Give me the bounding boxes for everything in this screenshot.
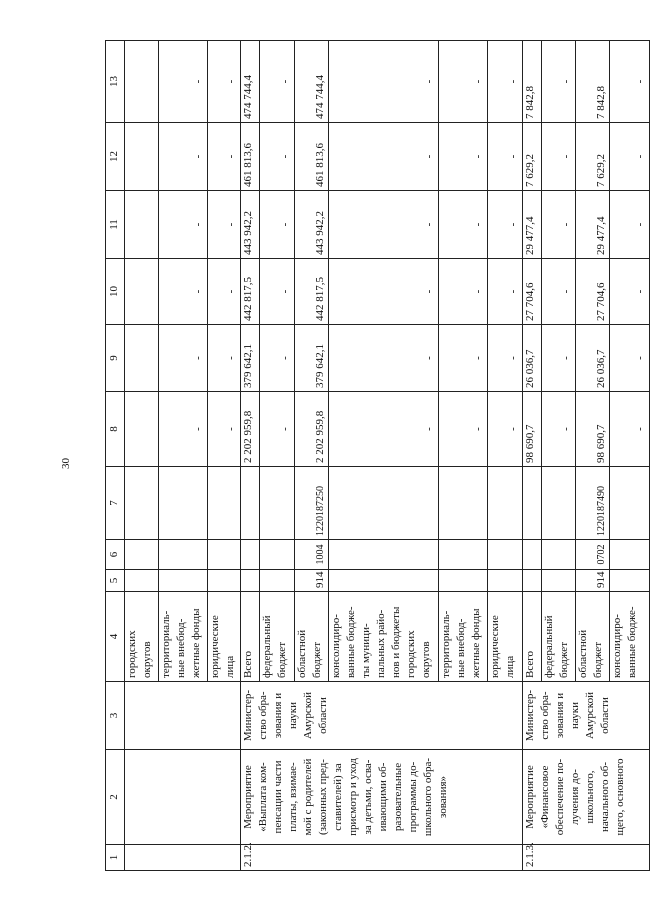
column-number: 3 — [106, 682, 125, 750]
funding-source: городских округов — [124, 592, 158, 682]
value-cell: - — [328, 41, 438, 123]
value-cell: - — [488, 41, 522, 123]
empty-cell — [124, 682, 241, 750]
column-number: 13 — [106, 41, 125, 123]
value-cell: - — [159, 325, 208, 392]
value-cell: 442 817,5 — [241, 259, 260, 325]
code-cell — [541, 467, 575, 540]
value-cell: - — [208, 259, 241, 325]
funding-source: юридические лица — [488, 592, 522, 682]
value-cell: - — [610, 191, 650, 259]
value-cell: - — [610, 392, 650, 467]
table-row — [241, 41, 260, 871]
value-cell: 26 036,7 — [522, 325, 541, 392]
code-cell — [124, 467, 158, 540]
funding-source: территориаль- ные внебюд- жетные фонды — [439, 592, 488, 682]
value-cell: 443 942,2 — [294, 191, 328, 259]
code-cell: 1220187490 — [575, 467, 609, 540]
code-cell: 0702 — [575, 540, 609, 570]
value-cell: 461 813,6 — [294, 123, 328, 191]
rotated-page-content — [105, 41, 650, 871]
value-cell: 443 942,2 — [241, 191, 260, 259]
code-cell — [124, 540, 158, 570]
column-number: 10 — [106, 259, 125, 325]
measure-number: 2.1.2. — [241, 845, 522, 871]
value-cell: 26 036,7 — [575, 325, 609, 392]
value-cell: 7 842,8 — [522, 41, 541, 123]
code-cell — [522, 570, 541, 592]
funding-source: Всего — [522, 592, 541, 682]
code-cell — [488, 467, 522, 540]
value-cell: - — [260, 123, 294, 191]
value-cell: - — [159, 191, 208, 259]
value-cell: 379 642,1 — [294, 325, 328, 392]
code-cell — [328, 467, 438, 540]
value-cell: 27 704,6 — [522, 259, 541, 325]
value-cell: - — [260, 259, 294, 325]
value-cell: - — [159, 392, 208, 467]
value-cell: - — [541, 191, 575, 259]
code-cell — [328, 570, 438, 592]
budget-table — [105, 40, 650, 871]
value-cell: - — [541, 392, 575, 467]
value-cell: - — [260, 41, 294, 123]
code-cell — [488, 540, 522, 570]
code-cell — [328, 540, 438, 570]
column-number-row — [106, 41, 125, 871]
value-cell: 27 704,6 — [575, 259, 609, 325]
code-cell — [241, 540, 260, 570]
empty-cell — [124, 750, 241, 845]
value-cell: - — [208, 191, 241, 259]
value-cell: - — [159, 41, 208, 123]
value-cell: - — [328, 123, 438, 191]
value-cell: - — [439, 325, 488, 392]
code-cell — [208, 540, 241, 570]
column-number: 7 — [106, 467, 125, 540]
funding-source: консолидиро- ванные бюдже- ты муници- пальных райо- нов и бюджеты городских округов — [328, 592, 438, 682]
code-cell: 1004 — [294, 540, 328, 570]
value-cell: 29 477,4 — [575, 191, 609, 259]
code-cell — [488, 570, 522, 592]
measure-name: Мероприятие «Финансовое обеспечение по- лучения до- школьного, начального об- щего, основного — [522, 750, 649, 845]
code-cell — [241, 467, 260, 540]
value-cell: - — [488, 325, 522, 392]
funding-source: федеральный бюджет — [260, 592, 294, 682]
value-cell: - — [208, 123, 241, 191]
code-cell — [260, 570, 294, 592]
code-cell — [159, 570, 208, 592]
page-number: 30 — [60, 458, 72, 469]
code-cell: 914 — [575, 570, 609, 592]
value-cell: 474 744,4 — [294, 41, 328, 123]
value-cell: - — [439, 259, 488, 325]
value-cell: 7 629,2 — [522, 123, 541, 191]
value-cell: 2 202 959,8 — [241, 392, 260, 467]
value-cell: - — [610, 41, 650, 123]
column-number: 2 — [106, 750, 125, 845]
value-cell: - — [488, 123, 522, 191]
column-number: 12 — [106, 123, 125, 191]
code-cell — [208, 570, 241, 592]
measure-number: 2.1.3. — [522, 845, 649, 871]
code-cell — [439, 467, 488, 540]
code-cell — [541, 540, 575, 570]
code-cell: 914 — [294, 570, 328, 592]
value-cell — [124, 123, 158, 191]
value-cell: - — [488, 392, 522, 467]
value-cell: 461 813,6 — [241, 123, 260, 191]
value-cell: - — [541, 259, 575, 325]
table-row — [124, 41, 158, 871]
value-cell: 98 690,7 — [522, 392, 541, 467]
code-cell — [522, 467, 541, 540]
value-cell: 7 629,2 — [575, 123, 609, 191]
code-cell — [610, 570, 650, 592]
value-cell: - — [610, 123, 650, 191]
code-cell — [260, 540, 294, 570]
value-cell — [124, 325, 158, 392]
value-cell: - — [610, 259, 650, 325]
value-cell: - — [488, 259, 522, 325]
value-cell: 379 642,1 — [241, 325, 260, 392]
value-cell — [124, 259, 158, 325]
column-number: 9 — [106, 325, 125, 392]
value-cell: - — [439, 392, 488, 467]
value-cell: 442 817,5 — [294, 259, 328, 325]
column-number: 8 — [106, 392, 125, 467]
funding-source: юридические лица — [208, 592, 241, 682]
funding-source: областной бюджет — [294, 592, 328, 682]
code-cell — [522, 540, 541, 570]
value-cell: - — [488, 191, 522, 259]
code-cell — [159, 540, 208, 570]
value-cell: - — [541, 325, 575, 392]
value-cell: - — [328, 325, 438, 392]
code-cell — [159, 467, 208, 540]
value-cell: - — [208, 392, 241, 467]
value-cell: - — [328, 392, 438, 467]
value-cell — [124, 41, 158, 123]
measure-executor: Министер- ство обра- зования и науки Амурской области — [241, 682, 522, 750]
code-cell: 1220187250 — [294, 467, 328, 540]
value-cell: - — [260, 191, 294, 259]
code-cell — [124, 570, 158, 592]
code-cell — [439, 540, 488, 570]
value-cell: - — [328, 191, 438, 259]
code-cell — [260, 467, 294, 540]
value-cell: - — [439, 191, 488, 259]
measure-name: Мероприятие «Выплата ком- пенсации части платы, взимае- мой с родителей (законных пред- ставителей) за присмотр и уход за детьми, осва- ивающими об- разовательные программы до- школьного обра- зования» — [241, 750, 522, 845]
table-row — [522, 41, 541, 871]
value-cell — [124, 392, 158, 467]
code-cell — [610, 467, 650, 540]
value-cell: - — [159, 259, 208, 325]
value-cell: - — [610, 325, 650, 392]
code-cell — [610, 540, 650, 570]
funding-source: федеральный бюджет — [541, 592, 575, 682]
value-cell: - — [328, 259, 438, 325]
value-cell: - — [208, 325, 241, 392]
code-cell — [208, 467, 241, 540]
value-cell: 474 744,4 — [241, 41, 260, 123]
funding-source: областной бюджет — [575, 592, 609, 682]
value-cell: 98 690,7 — [575, 392, 609, 467]
value-cell: 7 842,8 — [575, 41, 609, 123]
funding-source: консолидиро- ванные бюдже- — [610, 592, 650, 682]
value-cell: - — [260, 392, 294, 467]
value-cell: - — [439, 123, 488, 191]
value-cell: - — [541, 41, 575, 123]
value-cell: - — [260, 325, 294, 392]
empty-cell — [124, 845, 241, 871]
value-cell — [124, 191, 158, 259]
column-number: 4 — [106, 592, 125, 682]
funding-source: территориаль- ные внебюд- жетные фонды — [159, 592, 208, 682]
code-cell — [541, 570, 575, 592]
code-cell — [439, 570, 488, 592]
value-cell: 2 202 959,8 — [294, 392, 328, 467]
value-cell: - — [159, 123, 208, 191]
value-cell: 29 477,4 — [522, 191, 541, 259]
value-cell: - — [208, 41, 241, 123]
value-cell: - — [541, 123, 575, 191]
column-number: 5 — [106, 570, 125, 592]
funding-source: Всего — [241, 592, 260, 682]
column-number: 1 — [106, 845, 125, 871]
column-number: 6 — [106, 540, 125, 570]
measure-executor: Министер- ство обра- зования и науки Амурской области — [522, 682, 649, 750]
column-number: 11 — [106, 191, 125, 259]
code-cell — [241, 570, 260, 592]
value-cell: - — [439, 41, 488, 123]
